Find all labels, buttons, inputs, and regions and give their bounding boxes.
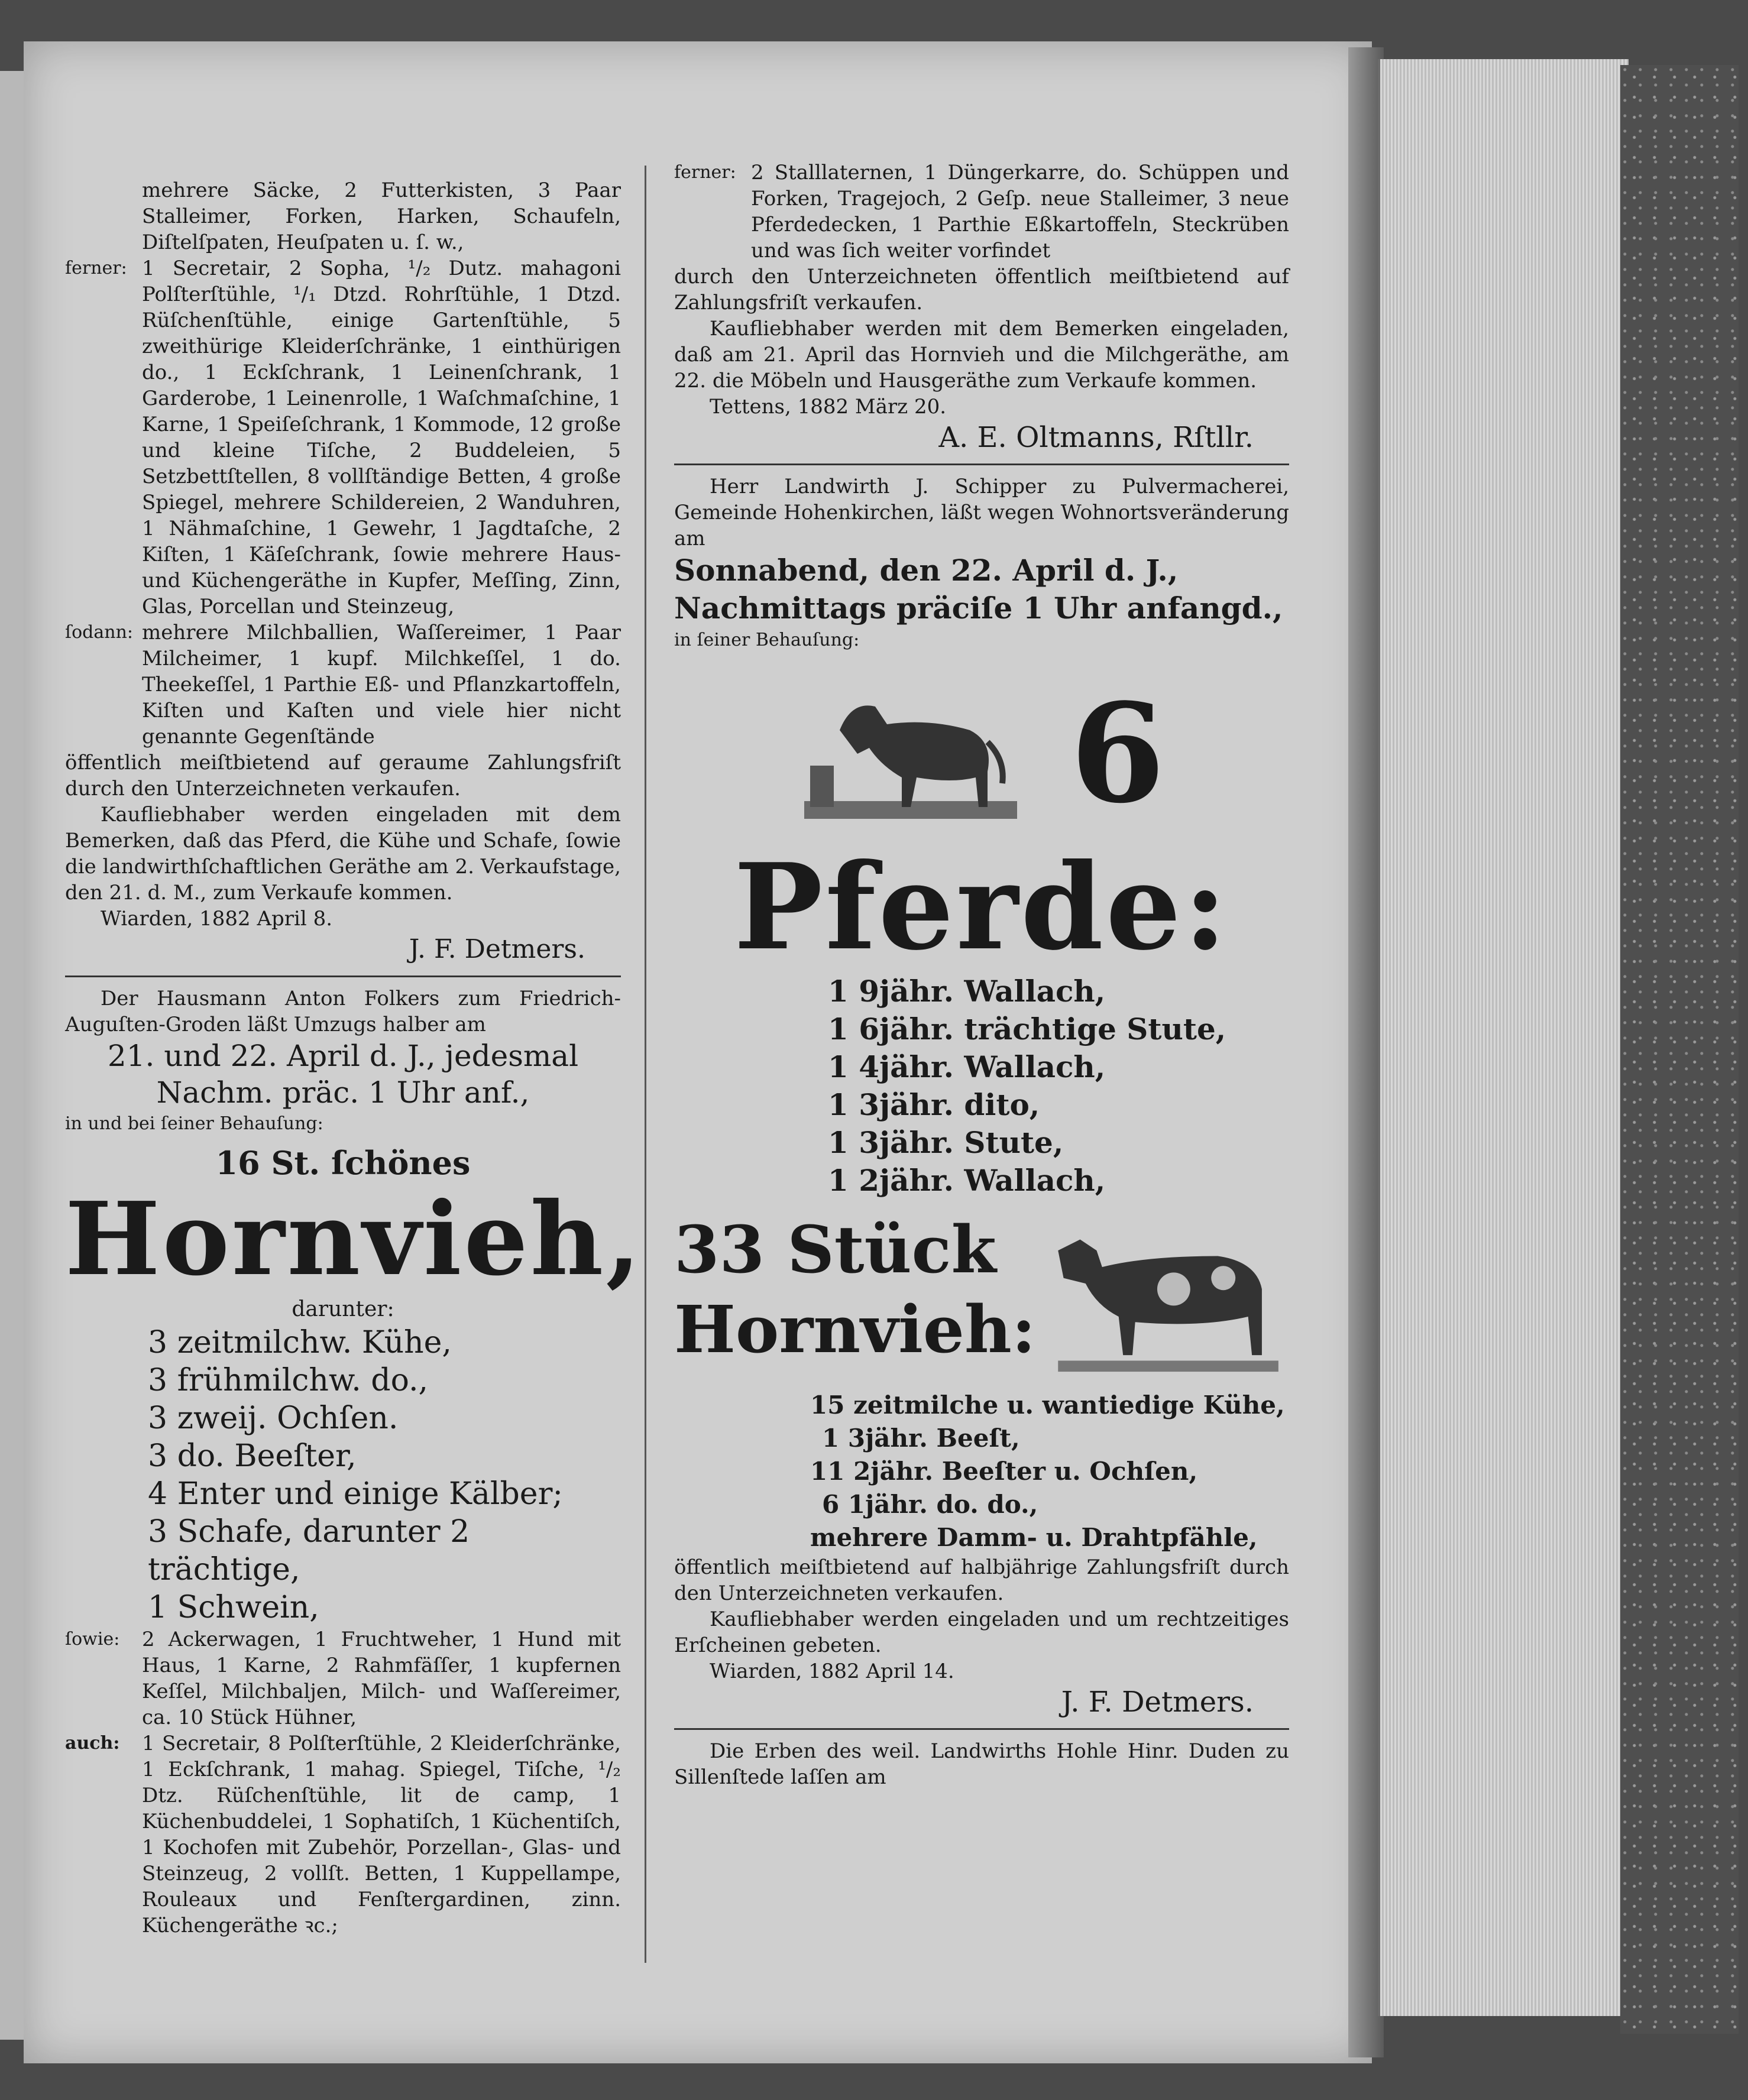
- ad2-intro: Herr Landwirth J. Schipper zu Pulvermacherei, Gemeinde Hohenkirchen, läßt wegen Wohnortsveränderung am: [674, 475, 1289, 550]
- closing-paragraph-2: Kaufliebhaber werden mit dem Bemerken eingeladen, daß am 21. April das Hornvieh und die Milchgeräthe, am 22. die Möbeln und Hausgeräthe zum Verkaufe kommen.: [674, 317, 1289, 393]
- list-item: 3 zweij. Ochſen.: [148, 1401, 399, 1436]
- list-item: 1 3jähr. Stute,: [828, 1125, 1064, 1160]
- list-item: 1 4jähr. Wallach,: [828, 1049, 1106, 1084]
- ad2-place: in ſeiner Behauſung:: [674, 630, 860, 650]
- auch-block: [65, 1730, 621, 1939]
- column-divider: [645, 166, 646, 1963]
- list-item: 15 zeitmilche u. wantiedige Kühe,: [810, 1391, 1285, 1420]
- list-item: 4 Enter und einige Kälber;: [148, 1476, 563, 1512]
- horse-huge-title: Pferde:: [734, 838, 1229, 977]
- intro-lines: mehrere Säcke, 2 Futterkisten, 3 Paar Stalleimer, Forken, Harken, Schaufeln, Diſtelſpaten, Heuſpaten u. ſ. w.,: [142, 179, 621, 254]
- closing-paragraph-1: öffentlich meiſtbietend auf geraume Zahlungsfriſt durch den Unterzeichneten verkaufen.: [65, 751, 621, 801]
- closing-paragraph-2: Kaufliebhaber werden eingeladen mit dem Bemerken, daß das Pferd, die Kühe und Schafe, ſowie die landwirthſchaftlichen Geräthe am 2. Verkaufstage, den 21. d. M., zum Verkaufe kommen.: [65, 803, 621, 905]
- horse-illustration-row: [674, 665, 1289, 842]
- ad2-headline: 16 St. ſchönes: [215, 1144, 471, 1182]
- sodann-label: ſodann:: [65, 622, 134, 643]
- list-item: 1 Schwein,: [148, 1590, 319, 1625]
- list-item: 1 9jähr. Wallach,: [828, 974, 1106, 1009]
- ad2-date-2: Nachmittags präciſe 1 Uhr anfangd.,: [674, 591, 1283, 626]
- sowie-text: 2 Ackerwagen, 1 Fruchtweher, 1 Hund mit Haus, 1 Karne, 2 Rahmfäſſer, 1 kupfernen Keſſel, Milchbaljen, Milch- und Waſſereimer, ca. 10 Stück Hühner,: [142, 1628, 621, 1729]
- right-column: [674, 160, 1289, 1790]
- ad2-darunter: darunter:: [292, 1297, 394, 1321]
- ad2-date: 21. und 22. April d. J., jedesmal Nachm. präc. 1 Uhr anf.,: [107, 1039, 579, 1110]
- place-date-1: Wiarden, 1882 April 8.: [101, 907, 333, 931]
- signature-1: A. E. Oltmanns, Rſtllr.: [938, 421, 1254, 454]
- left-column: [65, 177, 643, 1939]
- ferner-text: 2 Stalllaternen, 1 Düngerkarre, do. Schüppen und Forken, Tragejoch, 2 Geſp. neue Stalleimer, 3 neue Pferdedecken, 1 Parthie Eßkartoffeln, Steckrüben und was ſich weiter vorfindet: [751, 161, 1289, 262]
- cattle-block: [674, 1211, 1289, 1389]
- divider-rule: [65, 976, 621, 977]
- page-stack-edge: [1378, 59, 1629, 2016]
- list-item: 1 3jähr. Beeſt,: [822, 1424, 1020, 1453]
- signature-1: J. F. Detmers.: [409, 934, 585, 964]
- list-item: 3 frühmilchw. do.,: [148, 1363, 429, 1398]
- cattle-huge-title: Hornvieh:: [674, 1291, 1036, 1367]
- list-item: mehrere Damm- u. Drahtpfähle,: [810, 1523, 1258, 1552]
- horse-icon: [798, 677, 1023, 831]
- ferner-label: ferner:: [65, 258, 127, 278]
- adjacent-page-edge: [0, 71, 24, 2040]
- list-item: 6 1jähr. do. do.,: [822, 1490, 1038, 1519]
- divider-rule: [674, 1728, 1289, 1730]
- auch-label: auch:: [65, 1733, 120, 1754]
- signature-2: J. F. Detmers.: [1061, 1686, 1254, 1719]
- list-item: 3 Schafe, darunter 2 trächtige,: [148, 1514, 470, 1587]
- sowie-label: ſowie:: [65, 1629, 120, 1649]
- sodann-block: [65, 620, 621, 750]
- auch-text: 1 Secretair, 8 Polſterſtühle, 2 Kleiderſchränke, 1 Eckſchrank, 1 mahag. Spiegel, Tiſche, ¹/₂ Dtz. Rüſchenſtühle, lit de camp, 1 Küchenbuddelei, 1 Sophatiſch, 1 Küchentiſch, 1 Kochofen mit Zubehör, Porzellan-, Glas- und Steinzeug, 2 vollſt. Betten, 1 Kuppellampe, Rouleaux und Fenſtergardinen, zinn. Küchengeräthe ꝛc.;: [142, 1732, 621, 1937]
- closing-paragraph-3: öffentlich meiſtbietend auf halbjährige Zahlungsfriſt durch den Unterzeichneten verkaufen.: [674, 1555, 1289, 1605]
- list-item: 11 2jähr. Beeſter u. Ochſen,: [810, 1457, 1198, 1486]
- ad3-text: Die Erben des weil. Landwirths Hohle Hinr. Duden zu Sillenſtede laſſen am: [674, 1739, 1289, 1789]
- cattle-titles: [674, 1211, 1036, 1371]
- ad2-intro: Der Hausmann Anton Folkers zum Friedrich-Auguſten-Groden läßt Umzugs halber am: [65, 987, 621, 1036]
- list-item: 1 6jähr. trächtige Stute,: [828, 1012, 1226, 1046]
- ferner-text: 1 Secretair, 2 Sopha, ¹/₂ Dutz. mahagoni Polſterſtühle, ¹/₁ Dtzd. Rohrſtühle, 1 Dtzd. Rüſchenſtühle, einige Gartenſtühle, 5 zweithürige Kleiderſchränke, 1 einthürigen do., 1 Eckſchrank, 1 Leinenſchrank, 1 Garderobe, 1 Leinenrolle, 1 Waſchmaſchine, 1 Karne, 1 Speiſeſchrank, 1 Kommode, 12 große und kleine Tiſche, 2 Buddeleien, 5 Setzbettſtellen, 8 vollſtändige Betten, 4 große Spiegel, mehrere Schildereien, 2 Wanduhren, 1 Nähmaſchine, 1 Gewehr, 1 Jagdtaſche, 2 Kiſten, 1 Käſeſchrank, ſowie mehrere Haus- und Küchengeräthe in Kupfer, Meſſing, Zinn, Glas, Porcellan und Steinzeug,: [142, 257, 621, 618]
- list-item: 1 2jähr. Wallach,: [828, 1163, 1106, 1198]
- cow-icon: [1036, 1211, 1290, 1389]
- list-item: 3 do. Beeſter,: [148, 1438, 357, 1474]
- cattle-list: [674, 1389, 1289, 1554]
- place-date-2: Wiarden, 1882 April 14.: [710, 1660, 954, 1683]
- ad2-huge-title: Hornvieh,: [65, 1180, 643, 1298]
- book-cover-board: [1620, 65, 1739, 2034]
- closing-paragraph-1: durch den Unterzeichneten öffentlich meiſtbietend auf Zahlungsfriſt verkaufen.: [674, 265, 1289, 315]
- ferner-label: ferner:: [674, 162, 736, 183]
- closing-paragraph-4: Kaufliebhaber werden eingeladen und um rechtzeitiges Erſcheinen gebeten.: [674, 1608, 1289, 1657]
- right-ferner-block: [674, 160, 1289, 264]
- sodann-text: mehrere Milchballien, Waſſereimer, 1 Paar Milcheimer, 1 kupf. Milchkeſſel, 1 do. Theekeſſel, 1 Parthie Eß- und Pflanzkartoffeln, Kiſten und Kaſten und viele hier nicht genannte Gegenſtände: [142, 621, 621, 748]
- ad2-date-1: Sonnabend, den 22. April d. J.,: [674, 553, 1179, 588]
- divider-rule: [674, 464, 1289, 465]
- list-item: 3 zeitmilchw. Kühe,: [148, 1325, 452, 1360]
- sowie-block: [65, 1626, 621, 1730]
- horse-count: 6: [1070, 674, 1166, 834]
- ad2-place: in und bei ſeiner Behauſung:: [65, 1113, 323, 1134]
- horse-list: [674, 973, 1289, 1200]
- cattle-count: 33 Stück: [674, 1211, 996, 1288]
- ferner-block: [65, 255, 621, 620]
- list-item: 1 3jähr. dito,: [828, 1087, 1040, 1122]
- place-date-1: Tettens, 1882 März 20.: [710, 395, 947, 419]
- ad2-livestock-list: [65, 1324, 621, 1626]
